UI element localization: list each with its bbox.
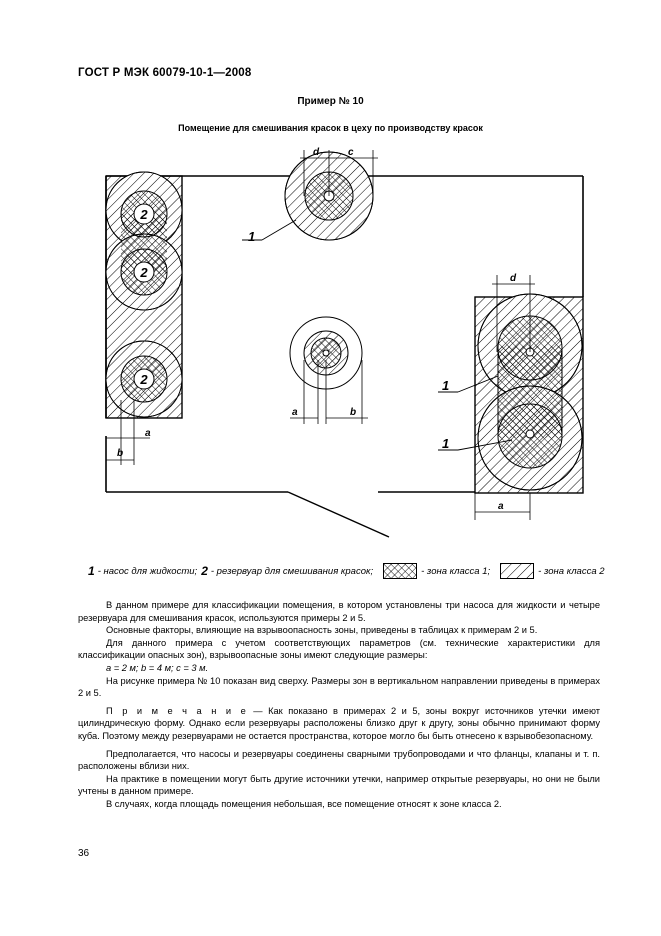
reservoir-label: 2 — [140, 207, 148, 222]
legend-zone1-text: - зона класса 1; — [421, 565, 491, 577]
legend-item1-text: - насос для жидкости; — [97, 565, 198, 577]
paragraph: На рисунке примера № 10 показан вид сверху. Размеры зон в вертикальном направлении приведены в примерах 2 и 5. — [78, 675, 600, 699]
paragraph: Для данного примера с учетом соответствующих параметров (см. технические характеристики для классификации опасных зон), взрывоопасные зоны имеют следующие размеры: — [78, 637, 600, 661]
legend-zone2-text: - зона класса 2 — [538, 565, 605, 577]
document-header: ГОСТ Р МЭК 60079-10-1—2008 — [78, 67, 252, 79]
body-text — [78, 599, 600, 811]
paragraph: а = 2 м; b = 4 м; с = 3 м. — [106, 662, 209, 673]
dim-c-label: c — [348, 147, 354, 158]
paragraph: Предполагается, что насосы и резервуары соединены сварными трубопроводами и что фланцы, клапаны и т. п. расположены вблизи них. — [78, 748, 600, 772]
reservoir-label: 2 — [140, 265, 148, 280]
legend-item1-number: 1 — [88, 564, 95, 578]
dim-b-label: b — [350, 407, 357, 418]
note-paragraph — [78, 705, 600, 743]
dim-b-label: b — [117, 448, 124, 459]
dim-d-label: d — [510, 273, 517, 284]
figure-legend — [88, 561, 608, 581]
page-number: 36 — [78, 848, 90, 859]
paragraph: Основные факторы, влияющие на взрывоопасность зоны, приведены в таблицах к примерам 2 и 5. — [106, 625, 538, 636]
callout-1-label: 1 — [442, 436, 450, 451]
paragraph: В данном примере для классификации помещения, в котором установлены три насоса для жидкости и четыре резервуара для смешивания красок, используются примеры 2 и 5. — [78, 600, 600, 623]
paragraph: В случаях, когда площадь помещения небольшая, все помещение относят к зоне класса 2. — [106, 798, 502, 809]
figure-caption: Помещение для смешивания красок в цеху по производству красок — [178, 123, 483, 133]
example-title: Пример № 10 — [297, 96, 364, 107]
dim-a-label: a — [145, 428, 151, 439]
dim-a-label: a — [292, 407, 298, 418]
reservoir-label: 2 — [140, 372, 148, 387]
paragraph: На практике в помещении могут быть другие источники утечки, например открытые резервуары, но они не были учтены в данном примере. — [78, 773, 600, 797]
note-text: — Как показано в примерах 2 и 5, зоны вокруг источников утечки имеют цилиндрическую форму. Однако если резервуары расположены близко друг к другу, зоны обычно принимают форму куба. Поэтому между резервуарами не остается пространства, которое могло бы быть отнесено к взрывобезопасному. — [78, 705, 600, 741]
zone-2-swatch — [500, 563, 534, 579]
legend-item2-text: - резервуар для смешивания красок; — [210, 565, 374, 577]
dim-a-label: a — [498, 501, 504, 512]
legend-item2-number: 2 — [201, 564, 208, 578]
callout-1-label: 1 — [248, 229, 256, 244]
note-label: П р и м е ч а н и е — [106, 705, 248, 716]
zone-1-swatch — [383, 563, 417, 579]
dim-d-label: d — [313, 147, 320, 158]
callout-1-label: 1 — [442, 378, 450, 393]
room-plan-drawing — [0, 140, 661, 550]
